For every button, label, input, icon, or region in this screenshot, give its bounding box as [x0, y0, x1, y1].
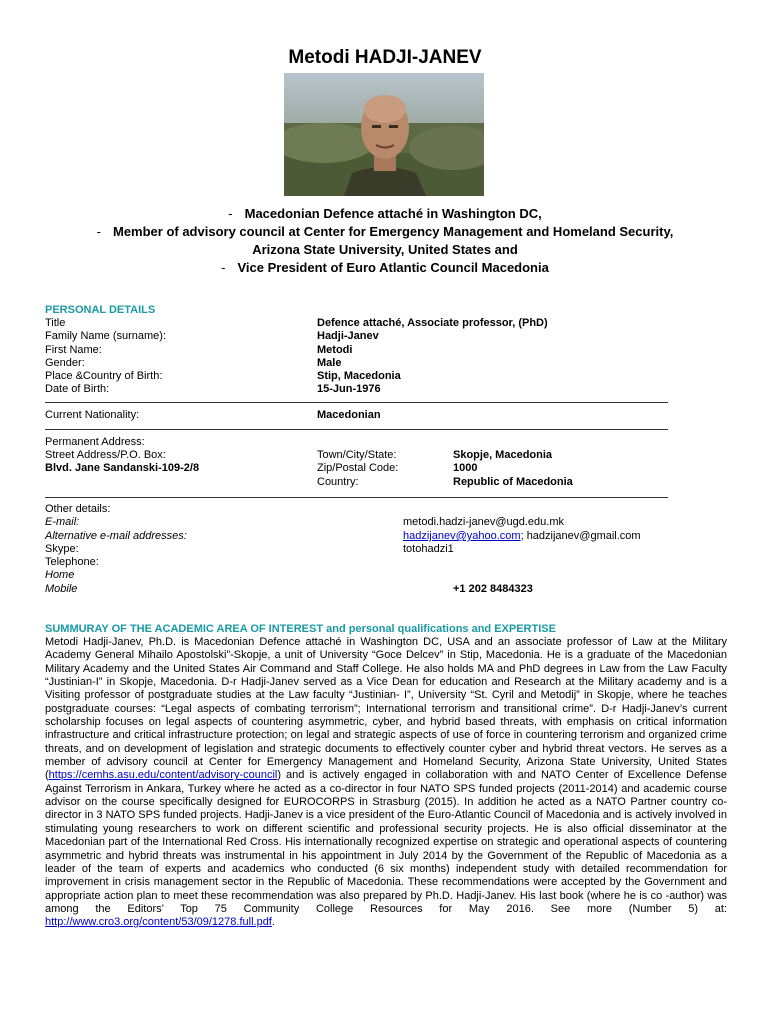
birthplace-label: Place &Country of Birth: — [45, 370, 163, 383]
email-label: E-mail: — [45, 516, 80, 529]
birthplace-value: Stip, Macedonia — [317, 370, 401, 383]
nationality-value: Macedonian — [317, 409, 381, 421]
street-value: Blvd. Jane Sandanski-109-2/8 — [45, 462, 200, 474]
first-name-label: First Name: — [45, 343, 102, 356]
birthdate-label: Date of Birth: — [45, 383, 110, 396]
zip-label: Zip/Postal Code: — [317, 462, 399, 475]
street-label: Street Address/P.O. Box: — [45, 449, 166, 461]
country-label: Country: — [317, 475, 359, 488]
skype-value: totohadzi1 — [403, 543, 454, 555]
alt-email-value — [403, 530, 641, 543]
personal-values — [317, 317, 548, 397]
divider — [45, 497, 668, 498]
divider — [45, 429, 668, 430]
page-title: Metodi HADJI-JANEV — [288, 47, 482, 68]
country-value: Republic of Macedonia — [453, 475, 573, 488]
family-name-value: Hadji-Janev — [317, 330, 379, 343]
role-item: - Vice President of Euro Atlantic Council Macedonia — [221, 260, 549, 275]
other-details-labels — [45, 503, 187, 596]
role-item: Arizona State University, United States and — [252, 242, 518, 257]
address-labels — [317, 449, 398, 489]
title-label: Title — [45, 317, 66, 329]
first-name-value: Metodi — [317, 343, 353, 356]
portrait-photo — [284, 73, 484, 196]
book-pdf-link[interactable]: http://www.cro3.org/content/53/09/1278.full.pdf — [45, 916, 272, 929]
alt-email-link[interactable]: hadzijanev@yahoo.com — [403, 530, 521, 542]
title-value: Defence attaché, Associate professor, (PhD) — [317, 317, 548, 329]
alt-email-rest: ; hadzijanev@gmail.com — [520, 530, 641, 542]
alt-email-label: Alternative e-mail addresses: — [45, 529, 187, 542]
role-item: - Macedonian Defence attaché in Washington DC, — [228, 206, 542, 221]
role-item: - Member of advisory council at Center for Emergency Management and Homeland Security, — [96, 224, 674, 239]
roles-list — [30, 205, 740, 277]
home-label: Home — [45, 569, 75, 582]
family-name-label: Family Name (surname): — [45, 330, 167, 343]
zip-value: 1000 — [453, 462, 478, 475]
birthdate-value: 15-Jun-1976 — [317, 383, 381, 396]
address-values — [453, 449, 573, 489]
gender-label: Gender: — [45, 356, 85, 369]
summary-paragraph: Metodi Hadji-Janev, Ph.D. is Macedonian Defence attaché in Washington DC, USA and an associate professor of Law at the Military Academy General Mihailo Apostolski”-Skopje, a unit of University “Goce Delcev” in Stip, Macedonia. He is a graduate of the Macedonian Military Academy and the United States Air Command and Staff College. He also holds MA and PhD degrees in Law from the Law Faculty “Justinian-I” in Skopje, Macedonia. D-r Hadji-Janev served as a Vice Dean for education and Research at the Military academy and is a Visiting professor of postgraduate studies at the Law faculty “Justinian- I”, University “St. Cyril and Metodij” in Skopje, where he teaches postgraduate courses: “Legal aspects of combating terrorism”; International terrorism and transitional crime”. D-r Hadji-Janev’s current scholarship focuses on legal aspects of countering asymmetric, cyber, and hybrid based threats, with emphasis on critical information infrastructure and critical infrastructure protection; on legal and strategic aspects of use of force in countering terrorism and organized crime threats, and on development of legislation and strategic documents to effectively counter cyber and hybrid threat vectors. He serves as a member of advisory council at Center for Emergency Management and Homeland Security, Arizona State University, United States (https://cemhs.asu.edu/content/advisory-council) and is actively engaged in collaboration with and NATO Center of Excellence Defense Against Terrorism in Ankara, Turkey where he acted as a co-director in four NATO SPS funded projects (2011-2014) and academic course advisor on the course specifically designed for EUROCORPS in Strasburg (2015). In addition he acted as a NATO Partner country co-director in 3 NATO SPS funded projects. Hadji-Janev is a vice president of the Euro-Atlantic Council of Macedonia and is actively involved in stimulating young researchers to work on different scientific and professional security projects. He is also official disseminator at the Macedonian part of the International Red Cross. His internationally recognized expertise on strategic and operational aspects of countering asymmetric and hybrid threats was instrumental in his appointment in July 2014 by the Government of the Republic of Macedonia as a leader of the team of experts and academics who conducted (6 six months) independent study with detailed recommendation for improvement in crisis management sector in the Republic of Macedonia. These recommendations were accepted by the Government and appropriate action plan to meet these recommendation was also prepared by Ph.D. Hadji-Janev. His last book (where he is co -author) was among the Editors’ Top 75 Community College Resources for May 2016. See more (Number 5) at: http://www.cro3.org/content/53/09/1278.full.pdf. — [45, 636, 727, 929]
skype-label: Skype: — [45, 542, 79, 555]
mobile-label: Mobile — [45, 582, 78, 595]
other-details-heading: Other details: — [45, 503, 111, 515]
nationality-label: Current Nationality: — [45, 409, 140, 421]
town-value: Skopje, Macedonia — [453, 449, 553, 461]
advisory-council-link[interactable]: https://cemhs.asu.edu/content/advisory-council — [48, 769, 278, 782]
telephone-label: Telephone: — [45, 556, 99, 569]
town-label: Town/City/State: — [317, 449, 397, 461]
mobile-value: +1 202 8484323 — [453, 583, 533, 595]
personal-labels — [45, 317, 166, 397]
address-heading: Permanent Address: — [45, 436, 145, 448]
gender-value: Male — [317, 356, 342, 369]
divider — [45, 402, 668, 403]
email-value: metodi.hadzi-janev@ugd.edu.mk — [403, 516, 564, 528]
personal-details-heading: PERSONAL DETAILS — [45, 304, 156, 316]
summary-heading: SUMMURAY OF THE ACADEMIC AREA OF INTEREST and personal qualifications and EXPERTISE — [45, 623, 556, 635]
